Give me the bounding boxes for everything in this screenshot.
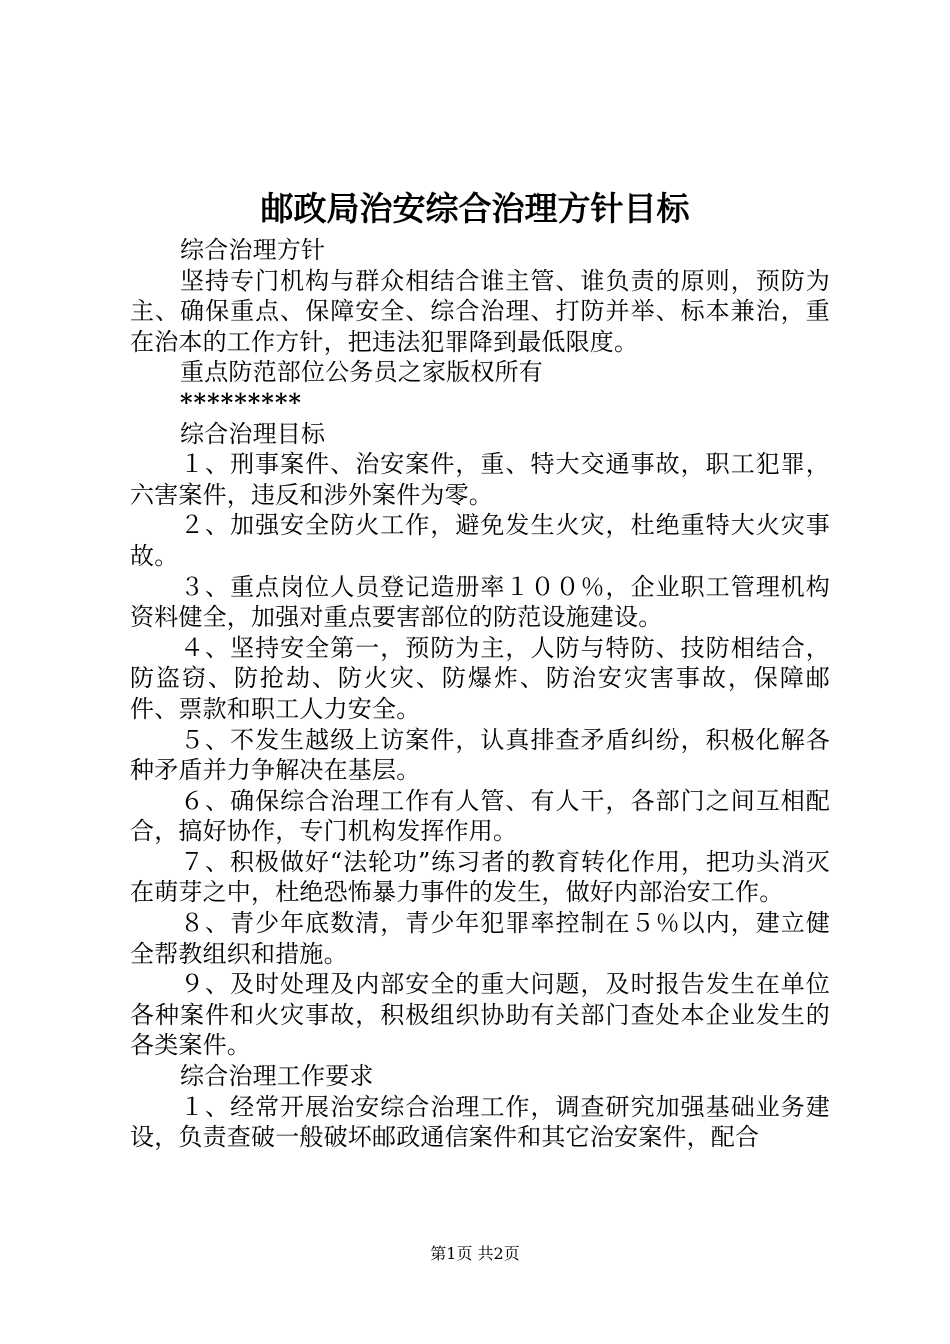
goal-item-8: ８、青少年底数清，青少年犯罪率控制在５％以内，建立健全帮教组织和措施。 — [130, 909, 830, 968]
document-body — [130, 235, 830, 1153]
goal-item-1: １、刑事案件、治安案件，重、特大交通事故，职工犯罪，六害案件，违反和涉外案件为零。 — [130, 450, 830, 509]
section-heading-key-areas: 重点防范部位公务员之家版权所有 — [180, 358, 543, 387]
document-title: 邮政局治安综合治理方针目标 — [260, 189, 690, 228]
policy-paragraph: 坚持专门机构与群众相结合谁主管、谁负责的原则，预防为主、确保重点、保障安全、综合治理、打防并举、标本兼治，重在治本的工作方针，把违法犯罪降到最低限度。 — [130, 266, 830, 356]
section-heading-requirements: 综合治理工作要求 — [180, 1062, 374, 1091]
goal-item-3: ３、重点岗位人员登记造册率１００％，企业职工管理机构资料健全，加强对重点要害部位的防范设施建设。 — [130, 572, 830, 632]
goal-item-2: ２、加强安全防火工作，避免发生火灾，杜绝重特大火灾事故。 — [130, 511, 830, 570]
goal-item-5: ５、不发生越级上访案件，认真排查矛盾纠纷，积极化解各种矛盾并力争解决在基层。 — [130, 725, 830, 785]
asterisk-separator: ********* — [180, 387, 302, 417]
goal-item-6: ６、确保综合治理工作有人管、有人干，各部门之间互相配合，搞好协作，专门机构发挥作用。 — [130, 786, 830, 846]
page-number-footer: 第1页 共2页 — [430, 1244, 520, 1263]
goal-item-4: ４、坚持安全第一，预防为主，人防与特防、技防相结合，防盗窃、防抢劫、防火灾、防爆炸、防治安灾害事故，保障邮件、票款和职工人力安全。 — [130, 633, 830, 723]
section-heading-goals: 综合治理目标 — [180, 419, 326, 448]
goal-item-9: ９、及时处理及内部安全的重大问题，及时报告发生在单位各种案件和火灾事故，积极组织协助有关部门查处本企业发生的各类案件。 — [130, 970, 830, 1060]
requirement-item-1: １、经常开展治安综合治理工作，调查研究加强基础业务建设，负责查破一般破坏邮政通信案件和其它治安案件，配合 — [130, 1092, 830, 1152]
goal-item-7: ７、积极做好“法轮功”练习者的教育转化作用，把功头消灭在萌芽之中，杜绝恐怖暴力事件的发生，做好内部治安工作。 — [130, 847, 830, 907]
section-heading-policy: 综合治理方针 — [180, 236, 326, 264]
